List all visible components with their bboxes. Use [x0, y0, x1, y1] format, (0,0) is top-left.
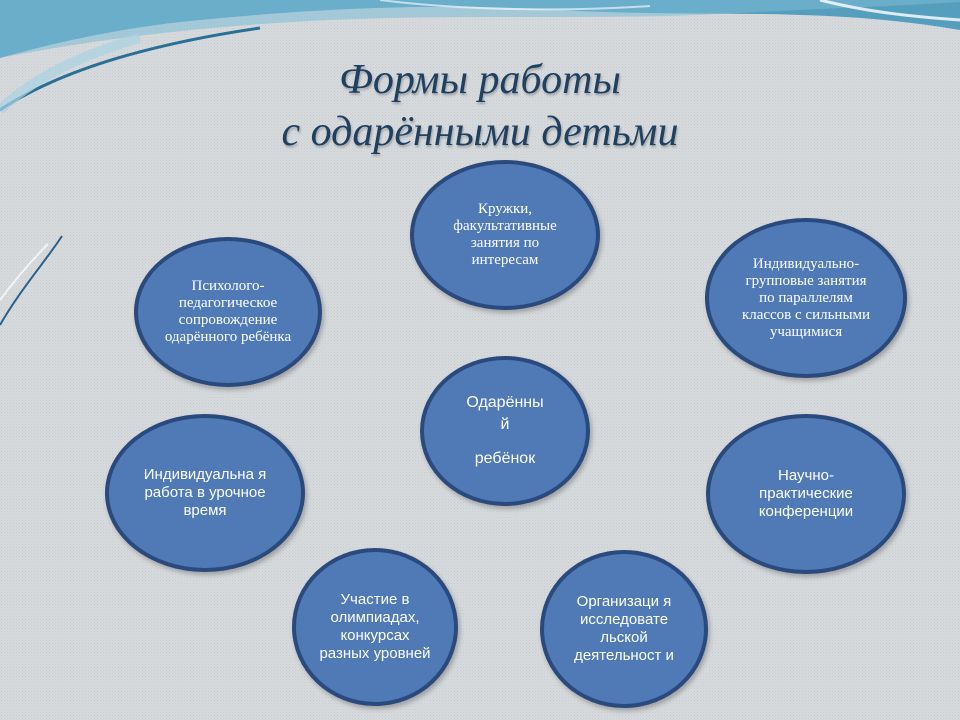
- page-title: [0, 54, 960, 158]
- title-line-1: Формы работы: [339, 57, 621, 103]
- center-label-line-2: й: [500, 416, 510, 433]
- node-research-label: Организаци я исследовате льской деятельност и: [574, 593, 674, 664]
- node-olympiads-label: Участие в олимпиадах, конкурсах разных уровней: [319, 591, 431, 662]
- node-clubs-label: Кружки, факультативные занятия по интересам: [453, 201, 557, 268]
- node-psych-support: [134, 237, 322, 387]
- node-group-lessons: [705, 218, 907, 378]
- title-line-2: с одарёнными детьми: [281, 109, 679, 155]
- node-individual-work: [105, 414, 305, 572]
- center-label-line-3: ребёнок: [474, 450, 536, 467]
- center-label-line-1: Одарённы: [466, 394, 544, 411]
- center-node-gifted-child: [420, 356, 590, 506]
- node-olympiads: [292, 548, 458, 706]
- node-clubs: [410, 160, 600, 310]
- node-conferences: [706, 414, 906, 574]
- node-psych-support-label: Психолого-педагогическое сопровождение одарённого ребёнка: [164, 278, 292, 345]
- node-group-lessons-label: Индивидуально-групповые занятия по параллелям классов с сильными учащимися: [741, 255, 871, 340]
- node-individual-work-label: Индивидуальна я работа в урочное время: [143, 466, 267, 519]
- node-conferences-label: Научно-практические конференции: [758, 467, 854, 520]
- node-research: [540, 550, 708, 708]
